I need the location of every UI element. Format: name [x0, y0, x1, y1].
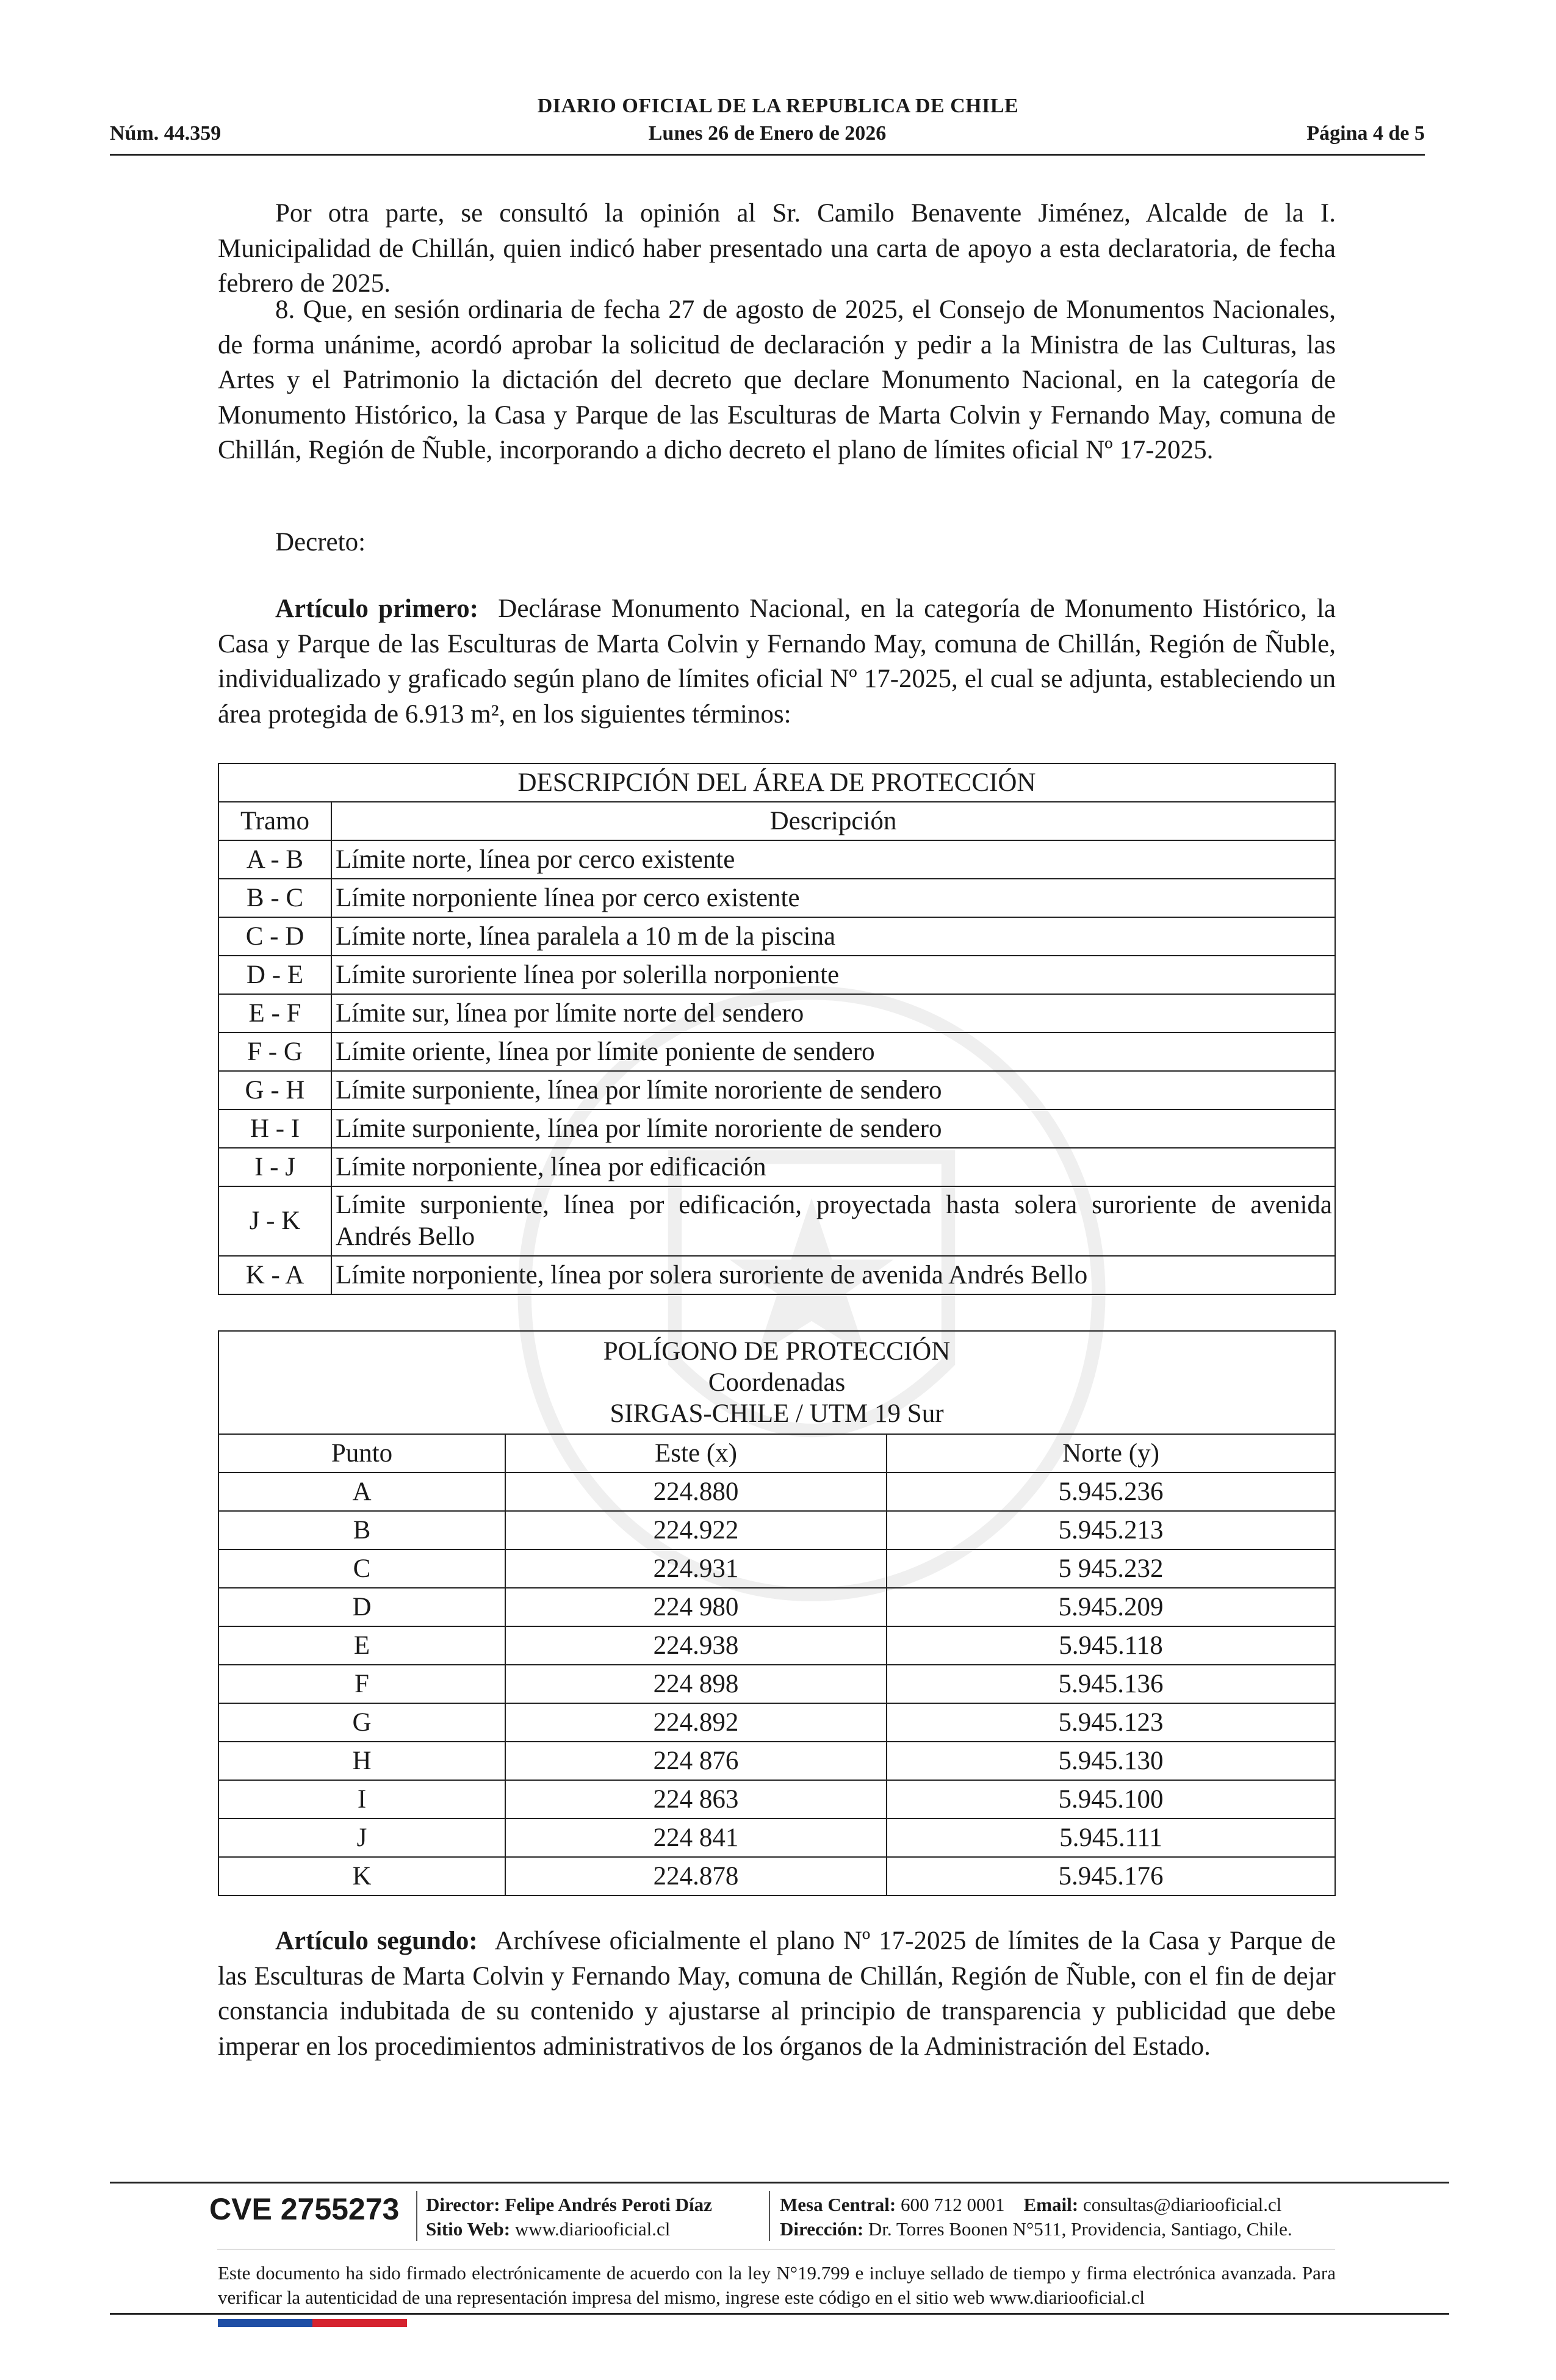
- table-row: [218, 1186, 1335, 1256]
- table-row: [218, 1665, 1335, 1703]
- column-header-punto: Punto: [218, 1434, 505, 1473]
- punto-cell: F: [218, 1665, 505, 1703]
- norte-cell: 5.945.236: [887, 1473, 1335, 1511]
- table-row: [218, 1256, 1335, 1294]
- descripcion-cell: Límite surponiente, línea por límite nororiente de sendero: [331, 1071, 1335, 1109]
- paragraph-considerando-8: 8. Que, en sesión ordinaria de fecha 27 de agosto de 2025, el Consejo de Monumentos Nacionales, de forma unánime, acordó aprobar la solicitud de declaración y pedir a la Ministra de las Culturas, las Artes y el Patrimonio la dictación del decreto que declare Monumento Nacional, en la categoría de Monumento Histórico, la Casa y Parque de las Esculturas de Marta Colvin y Fernando May, comuna de Chillán, Región de Ñuble, incorporando a dicho decreto el plano de límites oficial Nº 17-2025.: [218, 295, 1336, 464]
- polygon-title-line3: SIRGAS-CHILE / UTM 19 Sur: [610, 1399, 944, 1428]
- norte-cell: 5.945.111: [887, 1819, 1335, 1857]
- norte-cell: 5.945.100: [887, 1780, 1335, 1819]
- tramo-cell: C - D: [218, 917, 331, 956]
- email-label: Email:: [1023, 2194, 1079, 2215]
- este-cell: 224 841: [505, 1819, 887, 1857]
- table-row: [218, 1588, 1335, 1626]
- table-row: [218, 1511, 1335, 1549]
- table-row: [218, 1109, 1335, 1148]
- descripcion-cell: Límite sur, línea por límite norte del sendero: [331, 994, 1335, 1033]
- article-first: [218, 591, 1336, 732]
- director-label: Director:: [426, 2194, 500, 2215]
- flag-stripe-blue: [218, 2319, 312, 2327]
- descripcion-cell: Límite norponiente, línea por solera suroriente de avenida Andrés Bello: [331, 1256, 1335, 1294]
- table-row: [218, 994, 1335, 1033]
- page-indicator: Página 4 de 5: [1306, 122, 1425, 145]
- tramo-cell: A - B: [218, 840, 331, 879]
- table-row: [218, 1742, 1335, 1780]
- article-first-label: Artículo primero:: [275, 594, 478, 623]
- este-cell: 224 898: [505, 1665, 887, 1703]
- este-cell: 224 876: [505, 1742, 887, 1780]
- director-name: Felipe Andrés Peroti Díaz: [505, 2194, 712, 2215]
- newspaper-title: DIARIO OFICIAL DE LA REPUBLICA DE CHILE: [537, 95, 1019, 117]
- footer-contact-block: [780, 2193, 1292, 2241]
- web-label: Sitio Web:: [426, 2218, 511, 2240]
- decreto-heading: Decreto:: [275, 528, 366, 557]
- polygon-title-line2: Coordenadas: [708, 1368, 846, 1397]
- article-first-text: Declárase Monumento Nacional, en la categoría de Monumento Histórico, la Casa y Parque de las Esculturas de Marta Colvin y Fernando May, comuna de Chillán, Región de Ñuble, individualizado y graficado según plano de límites oficial Nº 17-2025, el cual se adjunta, estableciendo un área protegida de 6.913 m², en los siguientes términos:: [218, 594, 1336, 729]
- punto-cell: D: [218, 1588, 505, 1626]
- table-row: [218, 956, 1335, 994]
- norte-cell: 5 945.232: [887, 1549, 1335, 1588]
- norte-cell: 5.945.176: [887, 1857, 1335, 1895]
- este-cell: 224.922: [505, 1511, 887, 1549]
- article-second-text: Archívese oficialmente el plano Nº 17-2025 de límites de la Casa y Parque de las Esculturas de Marta Colvin y Fernando May, comuna de Chillán, Región de Ñuble, con el fin de dejar constancia indubitada de su contenido y ajustarse al principio de transparencia y publicidad que debe imperar en los procedimientos administrativos de los órganos de la Administración del Estado.: [218, 1927, 1336, 2061]
- table-row: [218, 1703, 1335, 1742]
- este-cell: 224.892: [505, 1703, 887, 1742]
- descripcion-cell: Límite suroriente línea por solerilla norponiente: [331, 956, 1335, 994]
- tramo-cell: I - J: [218, 1148, 331, 1186]
- polygon-table-title: [218, 1331, 1335, 1434]
- table-row: [218, 1780, 1335, 1819]
- column-header-descripcion: Descripción: [331, 802, 1335, 840]
- footer-separator: [416, 2191, 417, 2241]
- descripcion-cell: Límite surponiente, línea por edificación, proyectada hasta solera suroriente de avenida Andrés Bello: [331, 1186, 1335, 1256]
- este-cell: 224.878: [505, 1857, 887, 1895]
- table-row: [218, 840, 1335, 879]
- column-header-norte: Norte (y): [887, 1434, 1335, 1473]
- tramo-cell: D - E: [218, 956, 331, 994]
- table-row: [218, 879, 1335, 917]
- email-link[interactable]: consultas@diariooficial.cl: [1082, 2194, 1282, 2215]
- norte-cell: 5.945.213: [887, 1511, 1335, 1549]
- este-cell: 224.931: [505, 1549, 887, 1588]
- norte-cell: 5.945.123: [887, 1703, 1335, 1742]
- punto-cell: I: [218, 1780, 505, 1819]
- footer-director-block: [426, 2193, 712, 2241]
- este-cell: 224.880: [505, 1473, 887, 1511]
- punto-cell: B: [218, 1511, 505, 1549]
- descripcion-cell: Límite norponiente, línea por edificación: [331, 1148, 1335, 1186]
- electronic-signature-notice: Este documento ha sido firmado electrónicamente de acuerdo con la ley N°19.799 e incluye sellado de tiempo y firma electrónica avanzada. Para verificar la autenticidad de una representación impresa del mismo, ingrese este código en el sitio web www.diariooficial.cl: [218, 2262, 1336, 2308]
- table-row: [218, 1857, 1335, 1895]
- table-row: [218, 1549, 1335, 1588]
- punto-cell: C: [218, 1549, 505, 1588]
- flag-stripe-red: [312, 2319, 407, 2327]
- tramo-cell: H - I: [218, 1109, 331, 1148]
- mesa-phone: 600 712 0001: [901, 2194, 1005, 2215]
- tramo-cell: B - C: [218, 879, 331, 917]
- column-header-este: Este (x): [505, 1434, 887, 1473]
- norte-cell: 5.945.209: [887, 1588, 1335, 1626]
- article-second-label: Artículo segundo:: [275, 1927, 478, 1955]
- descripcion-cell: Límite surponiente, línea por límite nororiente de sendero: [331, 1109, 1335, 1148]
- descripcion-cell: Límite norponiente línea por cerco existente: [331, 879, 1335, 917]
- table-row: [218, 1819, 1335, 1857]
- table-row: [218, 1148, 1335, 1186]
- norte-cell: 5.945.118: [887, 1626, 1335, 1665]
- website-link[interactable]: www.diariooficial.cl: [514, 2218, 671, 2240]
- punto-cell: H: [218, 1742, 505, 1780]
- norte-cell: 5.945.136: [887, 1665, 1335, 1703]
- article-second: [218, 1924, 1336, 2064]
- tramo-cell: K - A: [218, 1256, 331, 1294]
- descripcion-cell: Límite norte, línea paralela a 10 m de la piscina: [331, 917, 1335, 956]
- issue-date: Lunes 26 de Enero de 2026: [648, 122, 887, 145]
- descripcion-cell: Límite norte, línea por cerco existente: [331, 840, 1335, 879]
- norte-cell: 5.945.130: [887, 1742, 1335, 1780]
- footer-bottom-divider: [110, 2313, 1449, 2315]
- footer-top-divider: [110, 2182, 1449, 2183]
- header-row: [110, 122, 1425, 149]
- protection-polygon-table: [218, 1330, 1336, 1896]
- mesa-label: Mesa Central:: [780, 2194, 896, 2215]
- tramo-cell: G - H: [218, 1071, 331, 1109]
- punto-cell: K: [218, 1857, 505, 1895]
- protection-area-table: [218, 763, 1336, 1295]
- protection-area-table-title: DESCRIPCIÓN DEL ÁREA DE PROTECCIÓN: [218, 763, 1335, 802]
- este-cell: 224 980: [505, 1588, 887, 1626]
- address-label: Dirección:: [780, 2218, 864, 2240]
- tramo-cell: E - F: [218, 994, 331, 1033]
- descripcion-cell: Límite oriente, línea por límite poniente de sendero: [331, 1033, 1335, 1071]
- punto-cell: J: [218, 1819, 505, 1857]
- table-row: [218, 1033, 1335, 1071]
- punto-cell: E: [218, 1626, 505, 1665]
- este-cell: 224.938: [505, 1626, 887, 1665]
- punto-cell: A: [218, 1473, 505, 1511]
- address-text: Dr. Torres Boonen N°511, Providencia, Santiago, Chile.: [868, 2218, 1292, 2240]
- tramo-cell: F - G: [218, 1033, 331, 1071]
- table-row: [218, 1626, 1335, 1665]
- header-divider: [110, 154, 1425, 156]
- issue-number: Núm. 44.359: [110, 122, 222, 145]
- table-row: [218, 1473, 1335, 1511]
- tramo-cell: J - K: [218, 1186, 331, 1256]
- table-row: [218, 917, 1335, 956]
- column-header-tramo: Tramo: [218, 802, 331, 840]
- polygon-title-line1: POLÍGONO DE PROTECCIÓN: [603, 1337, 951, 1366]
- punto-cell: G: [218, 1703, 505, 1742]
- table-row: [218, 1071, 1335, 1109]
- este-cell: 224 863: [505, 1780, 887, 1819]
- paragraph-consulta-alcalde: Por otra parte, se consultó la opinión al Sr. Camilo Benavente Jiménez, Alcalde de la I. Municipalidad de Chillán, quien indicó haber presentado una carta de apoyo a esta declaratoria, de fecha febrero de 2025.: [218, 199, 1336, 298]
- footer-separator: [769, 2191, 770, 2241]
- cve-code: CVE 2755273: [209, 2192, 400, 2226]
